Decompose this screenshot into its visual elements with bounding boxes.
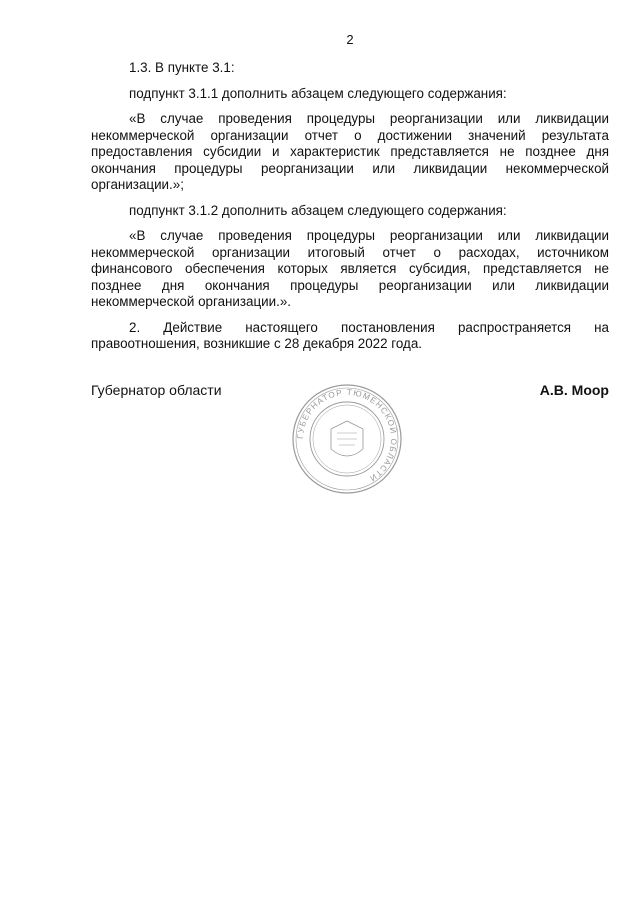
- paragraph-subpoint-3-1-2: подпункт 3.1.2 дополнить абзацем следующего содержания:: [129, 202, 507, 218]
- signature-title: Губернатор области: [91, 382, 222, 398]
- paragraph-1-3: 1.3. В пункте 3.1:: [129, 60, 235, 75]
- paragraph-quote-1: «В случае проведения процедуры реорганизации или ликвидации некоммерческой организации отчет о достижении значений результата предоставления субсидии и характеристик представляется не позднее дня окончания процедуры реорганизации или ликвидации некоммерческой организации.»;: [91, 111, 609, 192]
- paragraph-subpoint-3-1-1: подпункт 3.1.1 дополнить абзацем следующего содержания:: [129, 85, 507, 101]
- document-body: [91, 60, 609, 362]
- seal-outer-text: ГУБЕРНАТОР ТЮМЕНСКОЙ ОБЛАСТИ: [295, 387, 399, 484]
- official-seal-icon: [291, 383, 403, 495]
- page-number: 2: [346, 32, 354, 47]
- signature-name: А.В. Моор: [539, 382, 609, 398]
- paragraph-quote-2: «В случае проведения процедуры реорганизации или ликвидации некоммерческой организации итоговый отчет о расходах, источником финансового обеспечения которых является субсидия, представляется не позднее дня окончания процедуры реорганизации или ликвидации некоммерческой организации.».: [91, 228, 609, 309]
- paragraph-2: 2. Действие настоящего постановления распространяется на правоотношения, возникшие с 28 декабря 2022 года.: [91, 319, 609, 351]
